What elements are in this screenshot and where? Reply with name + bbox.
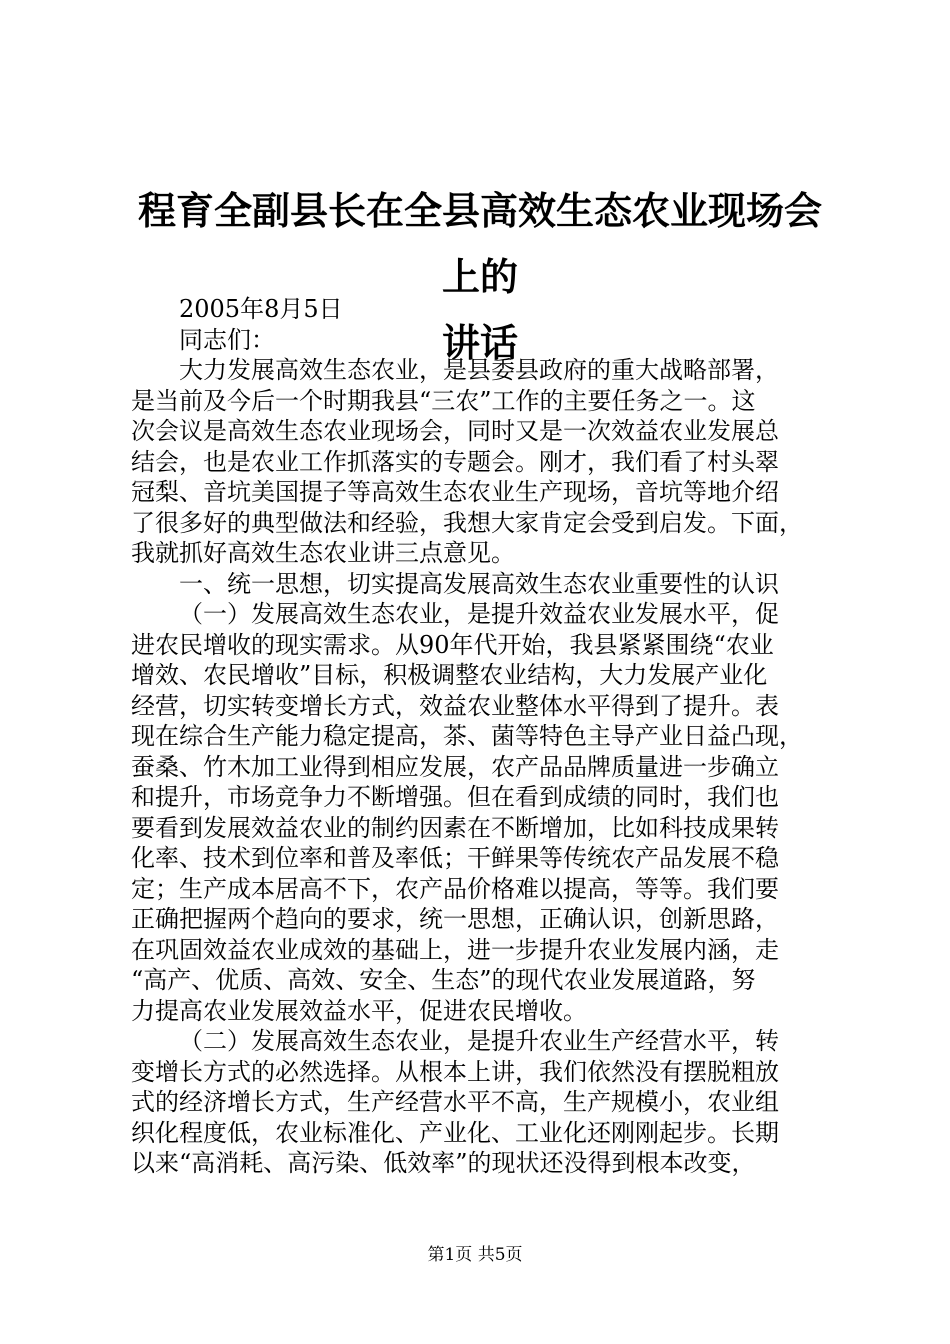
paragraph-line: 结会，也是农业工作抓落实的专题会。刚才，我们看了村头翠 (131, 447, 779, 476)
paragraph-line: 增效、农民增收”目标，积极调整农业结构，大力发展产业化 (131, 661, 768, 689)
paragraph-line: 在巩固效益农业成效的基础上，进一步提升农业发展内涵，走 (131, 935, 779, 964)
paragraph-line: 现在综合生产能力稳定提高，茶、菌等特色主导产业日益凸现， (131, 722, 803, 750)
page-footer: 第1页 共5页 (427, 1245, 523, 1265)
paragraph-line: 正确把握两个趋向的要求，统一思想，正确认识，创新思路， (131, 905, 779, 933)
paragraph-line: 进农民增收的现实需求。从90年代开始，我县紧紧围绕“农业 (131, 630, 774, 659)
paragraph-line: 力提高农业发展效益水平，促进农民增收。 (131, 996, 587, 1025)
paragraph-line: 化率、技术到位率和普及率低；干鲜果等传统农产品发展不稳 (131, 844, 779, 872)
paragraph-line: 大力发展高效生态农业，是县委县政府的重大战略部署， (179, 356, 779, 384)
section-heading: 一、统一思想，切实提高发展高效生态农业重要性的认识 (179, 569, 779, 598)
paragraph-line: 变增长方式的必然选择。从根本上讲，我们依然没有摆脱粗放 (131, 1057, 779, 1086)
paragraph-line: 和提升，市场竞争力不断增强。但在看到成绩的同时，我们也 (131, 783, 779, 811)
paragraph-line: “高产、优质、高效、安全、生态”的现代农业发展道路，努 (131, 966, 756, 994)
title-line-2: 讲话 (441, 320, 518, 365)
date-line: 2005年8月5日 (179, 295, 343, 323)
paragraph-line: 定；生产成本居高不下，农产品价格难以提高，等等。我们要 (131, 874, 779, 903)
paragraph-line: （二）发展高效生态农业，是提升农业生产经营水平，转 (179, 1027, 779, 1055)
paragraph-line: 以来“高消耗、高污染、低效率”的现状还没得到根本改变， (131, 1149, 756, 1177)
paragraph-line: 要看到发展效益农业的制约因素在不断增加，比如科技成果转 (131, 813, 779, 842)
document-body (131, 294, 843, 1179)
paragraph-line: 次会议是高效生态农业现场会，同时又是一次效益农业发展总 (131, 417, 779, 445)
title-line-1: 程育全副县长在全县高效生态农业现场会上的 (137, 188, 822, 299)
salutation: 同志们： (179, 325, 275, 354)
paragraph-line: 是当前及今后一个时期我县“三农”工作的主要任务之一。这 (131, 386, 756, 415)
paragraph-line: 我就抓好高效生态农业讲三点意见。 (131, 539, 515, 567)
paragraph-line: 冠梨、音坑美国提子等高效生态农业生产现场，音坑等地介绍 (131, 478, 779, 506)
paragraph-line: 式的经济增长方式，生产经营水平不高，生产规模小，农业组 (131, 1088, 779, 1116)
paragraph-line: 了很多好的典型做法和经验，我想大家肯定会受到启发。下面， (131, 508, 803, 537)
paragraph-line: 蚕桑、竹木加工业得到相应发展，农产品品牌质量进一步确立 (131, 752, 779, 781)
paragraph-line: （一）发展高效生态农业，是提升效益农业发展水平，促 (179, 600, 779, 628)
paragraph-line: 经营，切实转变增长方式，效益农业整体水平得到了提升。表 (131, 691, 779, 720)
paragraph-line: 织化程度低，农业标准化、产业化、工业化还刚刚起步。长期 (131, 1118, 779, 1147)
